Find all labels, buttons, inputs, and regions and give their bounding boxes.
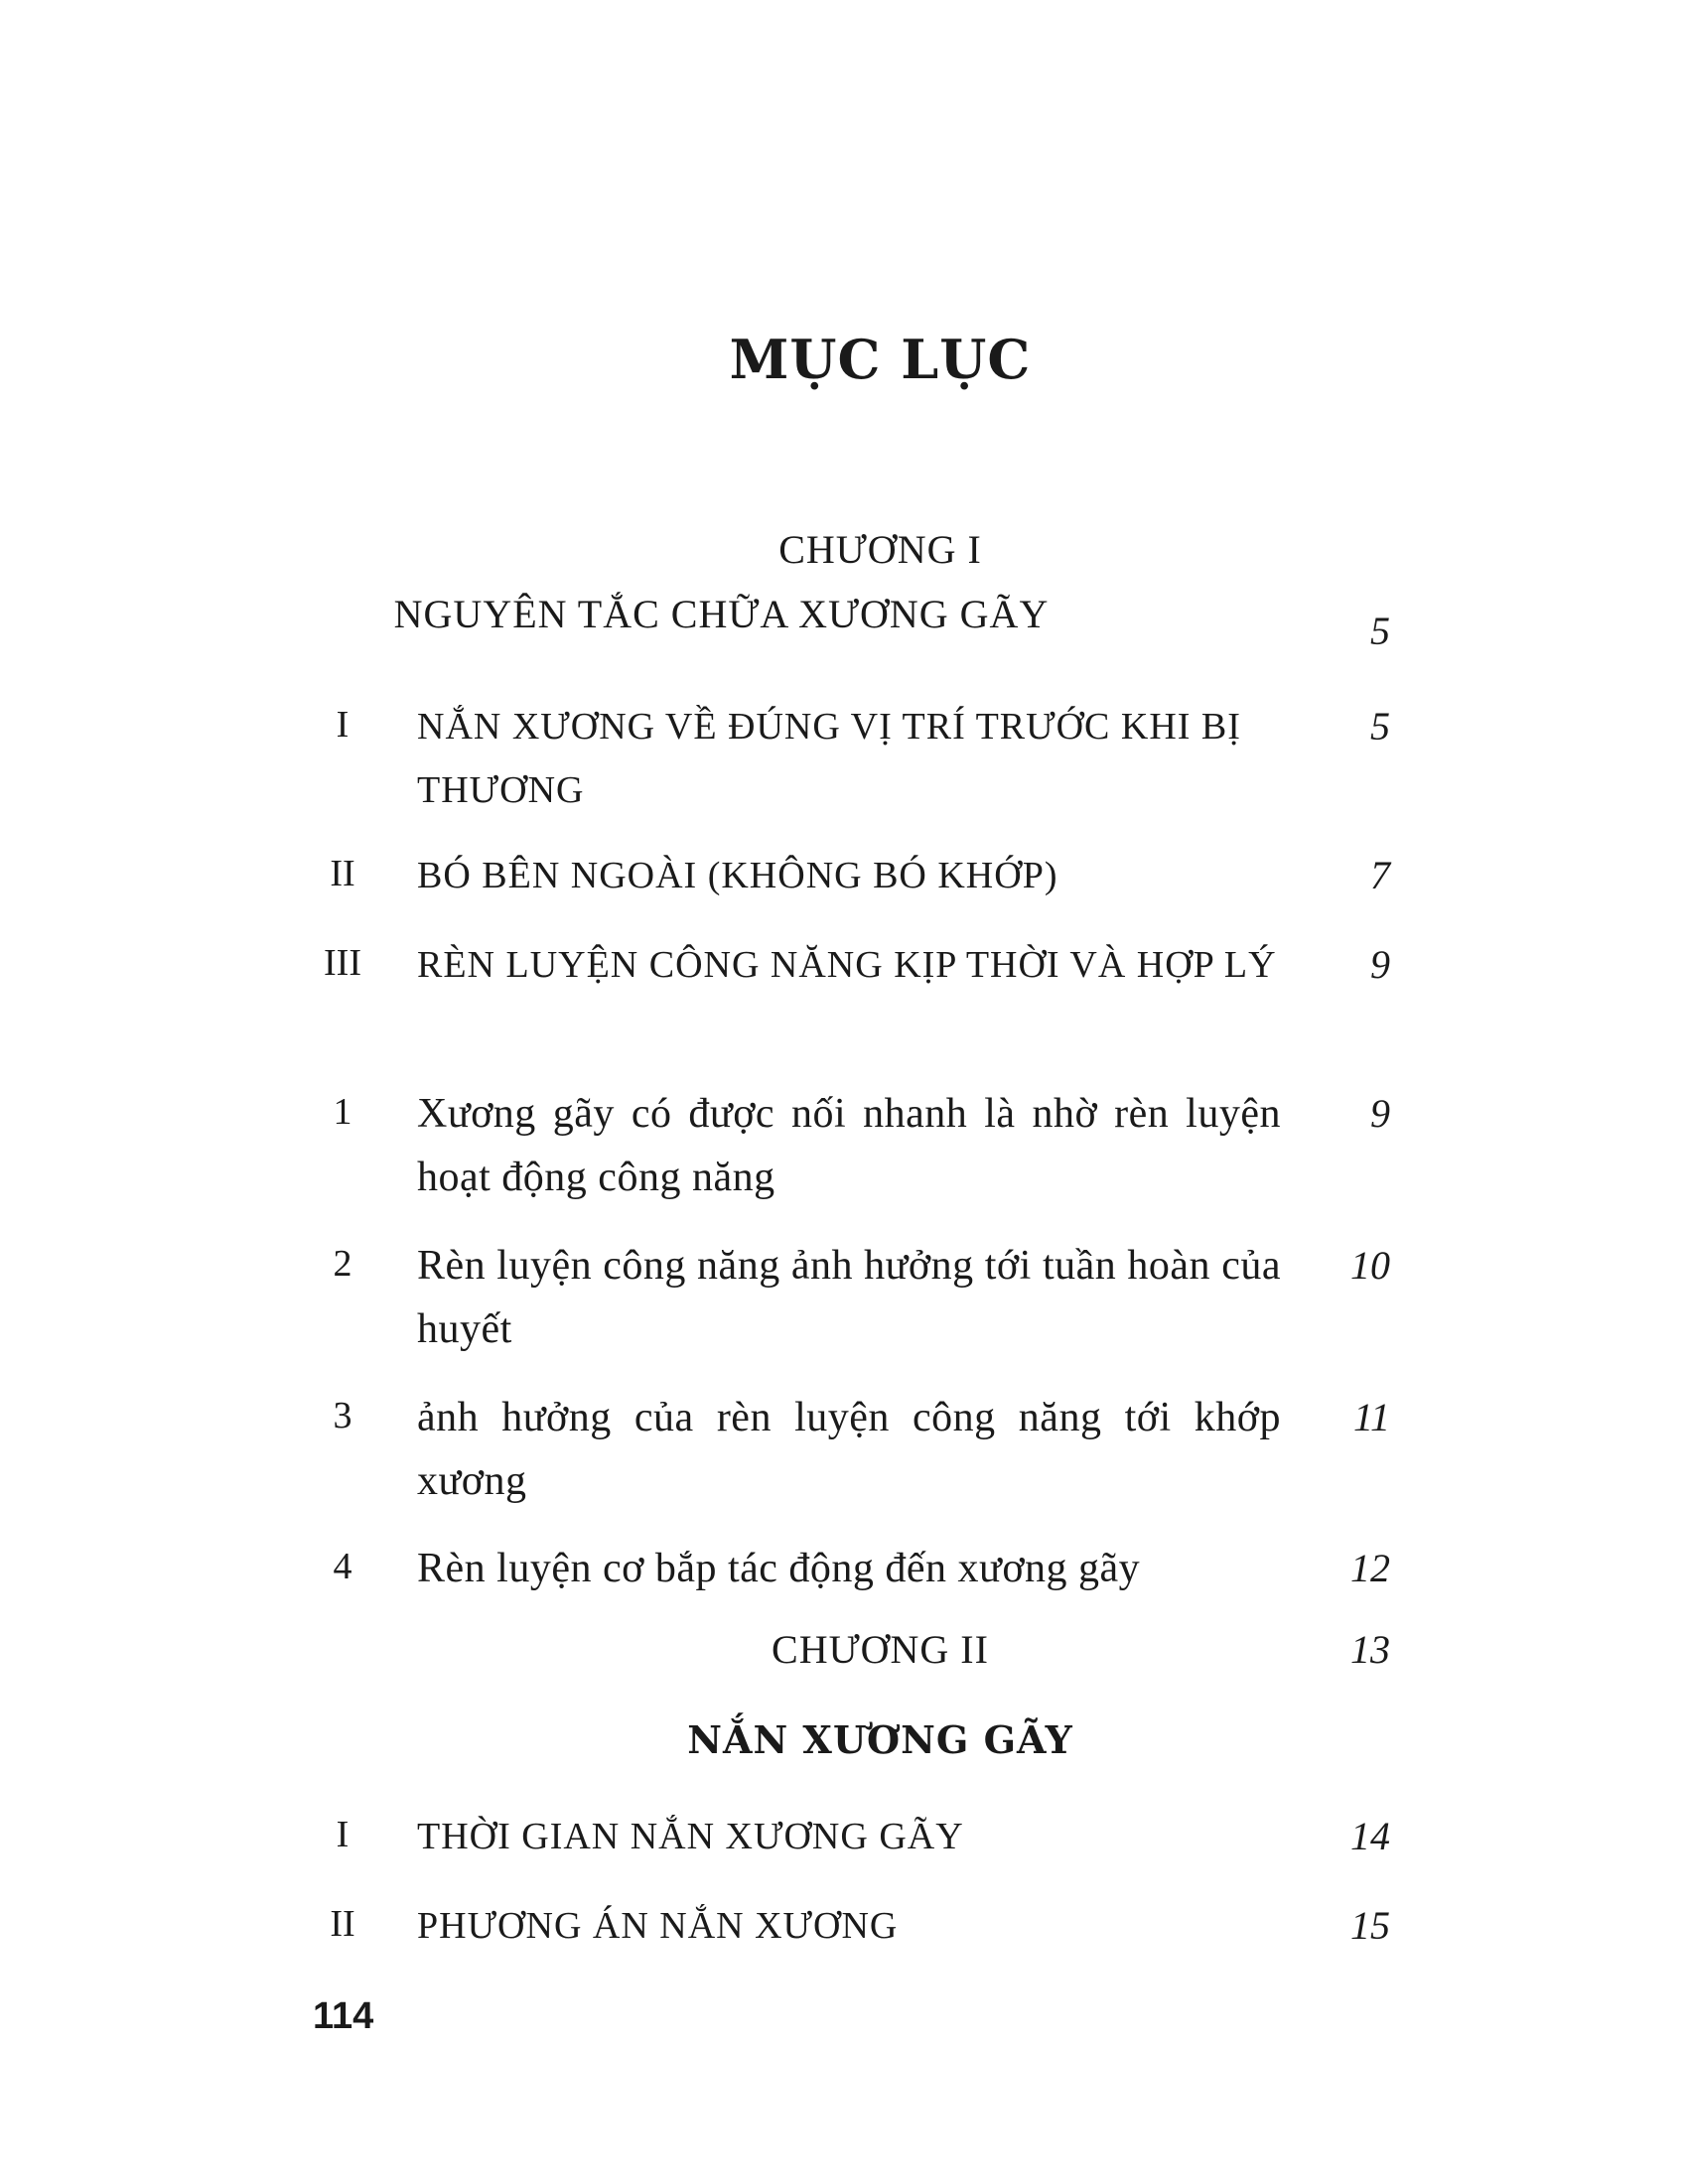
toc-entry-page: 11	[1352, 1395, 1390, 1439]
toc-entry-number: I	[336, 1814, 350, 1855]
toc-entry-title: NẮN XƯƠNG VỀ ĐÚNG VỊ TRÍ TRƯỚC KHI BỊ THƯƠNG	[417, 706, 1241, 811]
chapter-1-label: CHƯƠNG I	[778, 527, 982, 572]
toc-entry-title: PHƯƠNG ÁN NẮN XƯƠNG	[417, 1905, 899, 1947]
toc-entry-page: 14	[1350, 1814, 1390, 1858]
toc-entry-page: 5	[1370, 704, 1390, 749]
toc-entry-number: 3	[333, 1395, 352, 1436]
toc-entry-page: 15	[1350, 1903, 1390, 1948]
toc-entry-number: II	[330, 1903, 355, 1945]
chapter-2-heading: NẮN XƯƠNG GÃY	[687, 1717, 1073, 1762]
chapter-1-heading: NGUYÊN TẮC CHỮA XƯƠNG GÃY	[393, 592, 1050, 636]
toc-entry-page: 9	[1370, 942, 1390, 987]
page-number: 114	[313, 1995, 374, 2037]
toc-entry-number: 2	[333, 1243, 352, 1285]
toc-entry-title: RÈN LUYỆN CÔNG NĂNG KỊP THỜI VÀ HỢP LÝ	[417, 944, 1277, 986]
toc-entry-title: ảnh hưởng của rèn luyện công năng tới khớp xương	[417, 1395, 1281, 1504]
toc-entry-page: 10	[1350, 1243, 1390, 1288]
toc-entry-number: II	[330, 853, 355, 894]
toc-entry-number: III	[324, 942, 361, 984]
toc-entry-number: I	[336, 704, 350, 746]
toc-entry-title: THỜI GIAN NẮN XƯƠNG GÃY	[417, 1816, 964, 1857]
page-title: MỤC LỤC	[729, 328, 1032, 391]
chapter-1-page: 5	[1370, 609, 1390, 653]
toc-entry-title: Rèn luyện công năng ảnh hưởng tới tuần hoàn của huyết	[417, 1243, 1281, 1352]
toc-entry-title: Rèn luyện cơ bắp tác động đến xương gãy	[417, 1546, 1141, 1591]
toc-entry-title: Xương gãy có được nối nhanh là nhờ rèn luyện hoạt động công năng	[417, 1091, 1281, 1200]
chapter-2-label: CHƯƠNG II	[772, 1627, 989, 1672]
toc-entry-page: 7	[1370, 853, 1390, 897]
toc-entry-number: 1	[333, 1091, 352, 1133]
chapter-2-page: 13	[1350, 1627, 1390, 1672]
toc-entry-number: 4	[333, 1546, 352, 1587]
toc-entry-page: 9	[1370, 1091, 1390, 1136]
toc-entry-title: BÓ BÊN NGOÀI (KHÔNG BÓ KHỚP)	[417, 855, 1058, 896]
toc-entry-page: 12	[1350, 1546, 1390, 1590]
